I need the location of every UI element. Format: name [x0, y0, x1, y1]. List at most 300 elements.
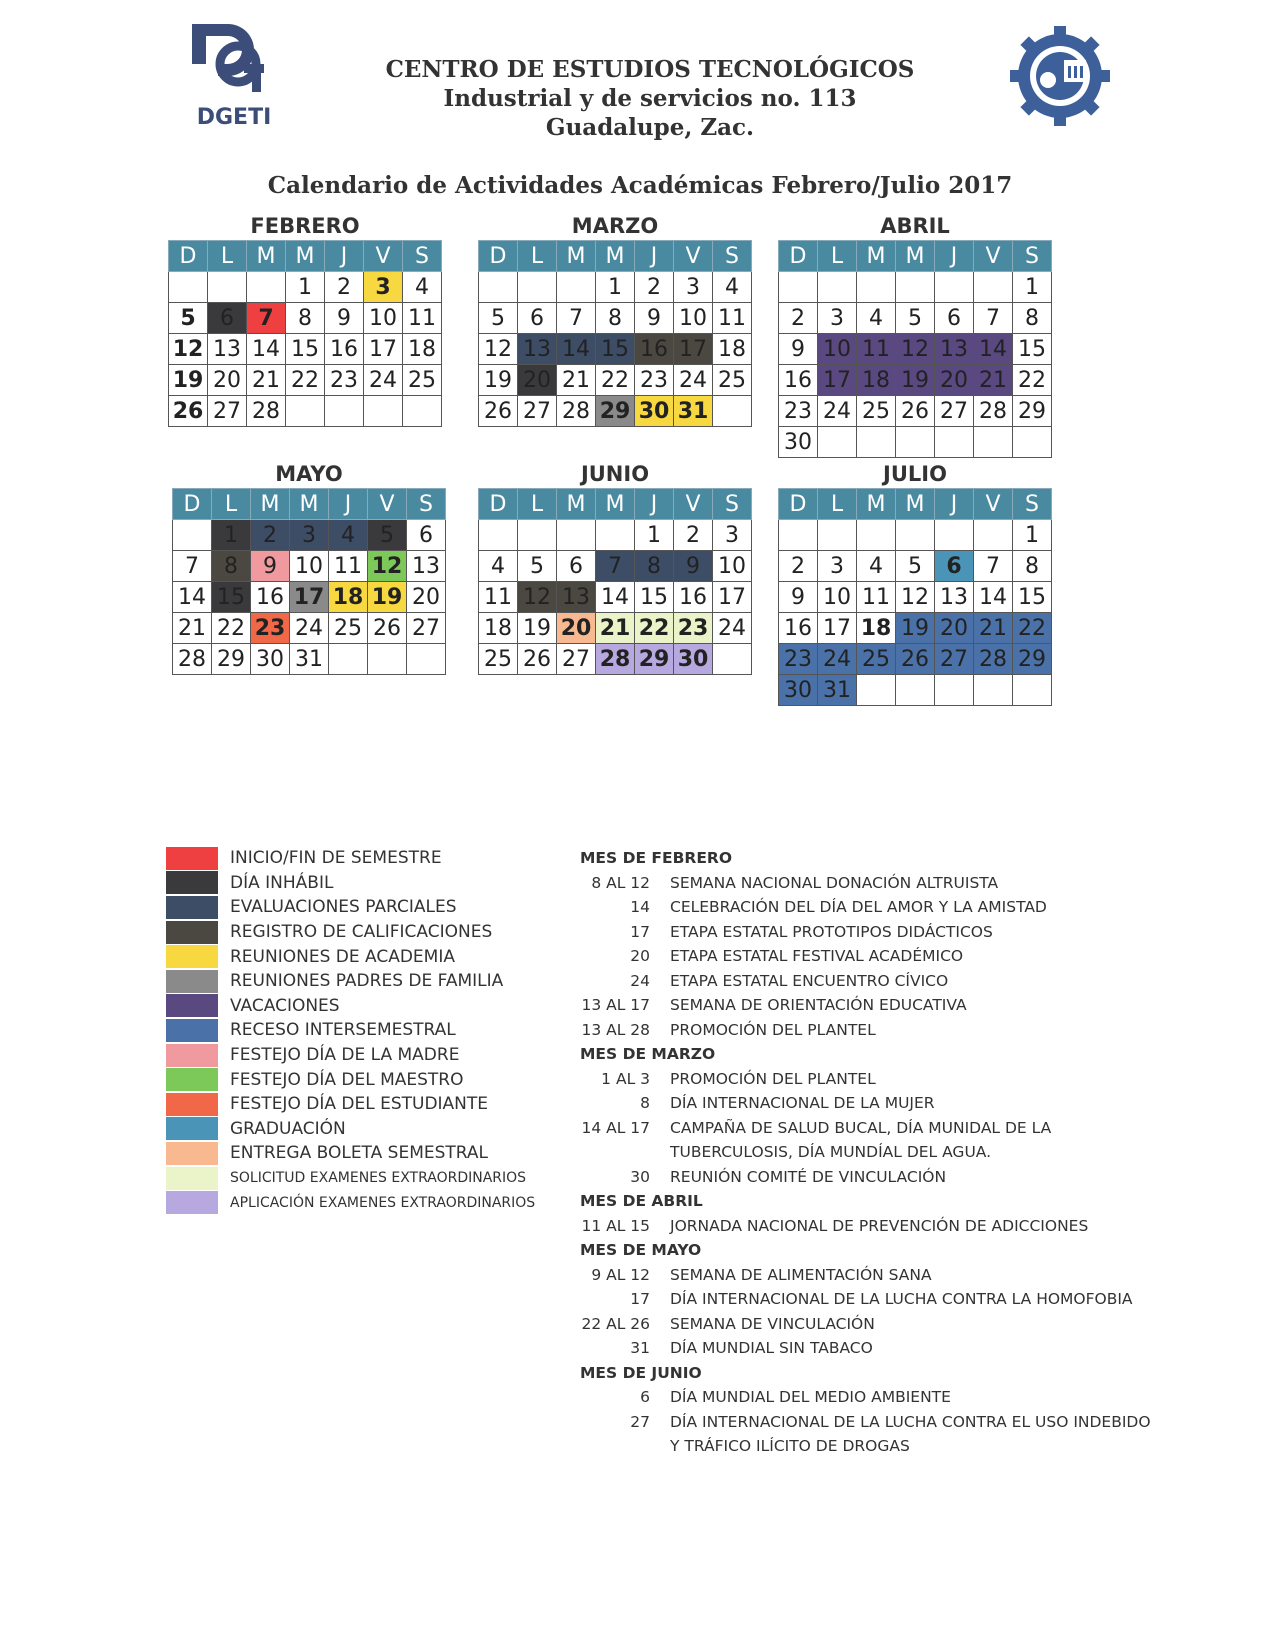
day-cell: 14 — [974, 582, 1013, 613]
event-description: PROMOCIÓN DEL PLANTEL — [670, 1020, 876, 1039]
day-cell: 23 — [779, 396, 818, 427]
day-cell: 30 — [674, 644, 713, 675]
legend-item — [166, 1117, 535, 1142]
day-cell: 14 — [974, 334, 1013, 365]
day-cell: 6 — [208, 303, 247, 334]
legend-item — [166, 1190, 535, 1215]
legend-item — [166, 871, 535, 896]
day-cell — [479, 272, 518, 303]
day-cell: 31 — [818, 675, 857, 706]
day-cell: 24 — [674, 365, 713, 396]
day-cell: 14 — [173, 582, 212, 613]
school-name: CENTRO DE ESTUDIOS TECNOLÓGICOS — [385, 56, 915, 83]
day-cell: 20 — [557, 613, 596, 644]
day-cell — [935, 272, 974, 303]
dgeti-logo — [190, 20, 280, 130]
day-cell: 16 — [779, 613, 818, 644]
day-cell — [557, 272, 596, 303]
month-junio — [478, 460, 752, 675]
week-row — [479, 272, 752, 303]
day-cell: 26 — [896, 396, 935, 427]
week-row — [479, 520, 752, 551]
event-date: 1 AL 3 — [601, 1069, 650, 1088]
month-grid — [478, 488, 752, 675]
day-cell: 30 — [779, 427, 818, 458]
day-cell: 9 — [251, 551, 290, 582]
day-cell: 11 — [857, 582, 896, 613]
day-cell: 11 — [329, 551, 368, 582]
day-cell: 21 — [596, 613, 635, 644]
weekday-header: L — [208, 241, 247, 272]
day-cell: 14 — [596, 582, 635, 613]
day-cell: 6 — [407, 520, 446, 551]
event-date: 13 AL 17 — [581, 996, 650, 1014]
week-row — [169, 334, 442, 365]
legend-label: GRADUACIÓN — [230, 1118, 346, 1139]
day-cell — [818, 272, 857, 303]
day-cell — [896, 427, 935, 458]
day-cell: 13 — [935, 334, 974, 365]
day-cell: 3 — [713, 520, 752, 551]
week-row — [479, 303, 752, 334]
event-month-heading: MES DE ABRIL — [580, 1192, 703, 1210]
event-month-heading: MES DE JUNIO — [580, 1363, 702, 1382]
day-cell: 2 — [325, 272, 364, 303]
day-cell: 9 — [325, 303, 364, 334]
day-cell: 26 — [479, 396, 518, 427]
event-description: ETAPA ESTATAL PROTOTIPOS DIDÁCTICOS — [670, 922, 993, 941]
weekday-header: D — [479, 241, 518, 272]
day-cell: 5 — [479, 303, 518, 334]
event-row — [580, 1385, 1240, 1410]
day-cell: 13 — [208, 334, 247, 365]
legend-swatch — [166, 1117, 218, 1140]
day-cell: 14 — [247, 334, 286, 365]
weekday-header: M — [557, 241, 596, 272]
month-mayo — [172, 460, 446, 675]
day-cell: 5 — [896, 303, 935, 334]
day-cell: 17 — [818, 365, 857, 396]
event-row — [580, 1165, 1240, 1190]
legend-item — [166, 994, 535, 1019]
day-cell: 9 — [635, 303, 674, 334]
month-grid — [172, 488, 446, 675]
day-cell: 18 — [329, 582, 368, 613]
day-cell — [325, 396, 364, 427]
event-date: 14 AL 17 — [581, 1118, 650, 1137]
day-cell: 31 — [290, 644, 329, 675]
event-row — [580, 993, 1240, 1018]
day-cell: 6 — [518, 303, 557, 334]
legend-swatch — [166, 1068, 218, 1091]
day-cell: 15 — [635, 582, 674, 613]
weekday-header: D — [479, 489, 518, 520]
event-row — [580, 871, 1240, 896]
day-cell: 15 — [212, 582, 251, 613]
week-row — [169, 272, 442, 303]
weekday-header: S — [403, 241, 442, 272]
event-row — [580, 920, 1240, 945]
event-date: 27 — [630, 1412, 650, 1431]
weekday-header: L — [818, 241, 857, 272]
day-cell: 19 — [896, 365, 935, 396]
week-row — [779, 334, 1052, 365]
weekday-header: V — [368, 489, 407, 520]
day-cell: 27 — [407, 613, 446, 644]
event-row — [580, 944, 1240, 969]
legend-swatch — [166, 847, 218, 870]
day-cell: 19 — [169, 365, 208, 396]
month-name: FEBRERO — [250, 214, 360, 238]
legend-swatch — [166, 871, 218, 894]
day-cell: 7 — [596, 551, 635, 582]
week-row — [169, 365, 442, 396]
day-cell — [364, 396, 403, 427]
day-cell: 22 — [212, 613, 251, 644]
weekday-header: J — [935, 241, 974, 272]
weekday-header: L — [518, 489, 557, 520]
day-cell — [896, 675, 935, 706]
week-row — [479, 365, 752, 396]
day-cell: 10 — [290, 551, 329, 582]
day-cell — [857, 272, 896, 303]
weekday-header: J — [325, 241, 364, 272]
legend-item — [166, 1141, 535, 1166]
event-description: ETAPA ESTATAL ENCUENTRO CÍVICO — [670, 971, 949, 990]
day-cell — [896, 272, 935, 303]
dgeti-logo-text: DGETI — [196, 105, 272, 130]
day-cell: 7 — [557, 303, 596, 334]
week-row — [779, 582, 1052, 613]
day-cell: 25 — [329, 613, 368, 644]
day-cell — [557, 520, 596, 551]
day-cell: 1 — [1013, 272, 1052, 303]
day-cell: 7 — [974, 303, 1013, 334]
week-row — [173, 644, 446, 675]
legend-swatch — [166, 921, 218, 944]
week-row — [479, 551, 752, 582]
month-grid — [778, 240, 1052, 458]
week-row — [779, 613, 1052, 644]
day-cell: 29 — [1013, 644, 1052, 675]
weekday-header: V — [674, 241, 713, 272]
day-cell: 22 — [635, 613, 674, 644]
event-date: 8 AL 12 — [591, 873, 650, 892]
day-cell: 19 — [518, 613, 557, 644]
event-date: 13 AL 28 — [581, 1020, 650, 1039]
day-cell: 15 — [1013, 582, 1052, 613]
day-cell: 31 — [674, 396, 713, 427]
day-cell: 24 — [364, 365, 403, 396]
day-cell: 21 — [173, 613, 212, 644]
day-cell: 29 — [212, 644, 251, 675]
day-cell: 16 — [251, 582, 290, 613]
day-cell: 9 — [779, 334, 818, 365]
week-row — [173, 613, 446, 644]
event-description: DÍA MUNDIAL SIN TABACO — [670, 1339, 873, 1357]
day-cell: 10 — [713, 551, 752, 582]
legend-swatch — [166, 1167, 218, 1190]
week-row — [779, 272, 1052, 303]
day-cell: 14 — [557, 334, 596, 365]
day-cell: 24 — [290, 613, 329, 644]
day-cell: 29 — [635, 644, 674, 675]
weekday-header: M — [286, 241, 325, 272]
day-cell: 20 — [518, 365, 557, 396]
day-cell — [857, 520, 896, 551]
event-date: 17 — [630, 1290, 650, 1308]
legend-label: VACACIONES — [230, 995, 340, 1016]
event-row — [580, 1018, 1240, 1043]
weekday-header: D — [779, 489, 818, 520]
legend-label: ENTREGA BOLETA SEMESTRAL — [230, 1143, 488, 1164]
legend-label: EVALUACIONES PARCIALES — [230, 897, 457, 918]
event-row — [580, 1312, 1240, 1337]
day-cell — [208, 272, 247, 303]
legend-label: REGISTRO DE CALIFICACIONES — [230, 922, 493, 943]
week-row — [479, 613, 752, 644]
weekday-header: S — [713, 489, 752, 520]
day-cell — [247, 272, 286, 303]
event-description: DÍA MUNDIAL DEL MEDIO AMBIENTE — [670, 1388, 951, 1406]
day-cell: 12 — [518, 582, 557, 613]
weekday-header: J — [635, 489, 674, 520]
week-row — [169, 396, 442, 427]
day-cell — [779, 520, 818, 551]
weekday-header: M — [857, 241, 896, 272]
day-cell: 1 — [286, 272, 325, 303]
day-cell: 1 — [635, 520, 674, 551]
day-cell: 11 — [479, 582, 518, 613]
day-cell: 27 — [557, 644, 596, 675]
event-date: 11 AL 15 — [581, 1216, 650, 1235]
weekday-header: L — [212, 489, 251, 520]
day-cell: 19 — [368, 582, 407, 613]
day-cell: 15 — [286, 334, 325, 365]
legend-label: REUNIONES PADRES DE FAMILIA — [230, 971, 504, 992]
weekday-header: L — [518, 241, 557, 272]
day-cell — [974, 427, 1013, 458]
event-month-heading: MES DE MAYO — [580, 1241, 702, 1259]
event-date: 30 — [630, 1167, 650, 1186]
legend-swatch — [166, 1093, 218, 1116]
event-row — [580, 1214, 1240, 1239]
legend-label: FESTEJO DÍA DE LA MADRE — [230, 1045, 460, 1066]
event-description: SEMANA DE VINCULACIÓN — [670, 1314, 875, 1333]
day-cell: 24 — [818, 644, 857, 675]
legend-label: INICIO/FIN DE SEMESTRE — [230, 848, 442, 869]
day-cell — [329, 644, 368, 675]
day-cell: 17 — [364, 334, 403, 365]
weekday-header: V — [974, 241, 1013, 272]
day-cell: 10 — [818, 582, 857, 613]
weekday-header: D — [779, 241, 818, 272]
weekday-header: M — [896, 489, 935, 520]
day-cell: 28 — [557, 396, 596, 427]
day-cell: 17 — [674, 334, 713, 365]
event-description: DÍA INTERNACIONAL DE LA LUCHA CONTRA EL USO INDEBIDO — [670, 1412, 1151, 1431]
day-cell: 20 — [407, 582, 446, 613]
day-cell: 5 — [518, 551, 557, 582]
day-cell — [857, 675, 896, 706]
day-cell: 12 — [368, 551, 407, 582]
day-cell: 21 — [247, 365, 286, 396]
week-row — [779, 675, 1052, 706]
day-cell: 28 — [974, 396, 1013, 427]
day-cell: 27 — [518, 396, 557, 427]
day-cell: 23 — [325, 365, 364, 396]
day-cell — [713, 396, 752, 427]
month-name: MARZO — [571, 214, 659, 238]
day-cell: 7 — [974, 551, 1013, 582]
weekday-header: M — [290, 489, 329, 520]
event-date: 9 AL 12 — [591, 1265, 650, 1284]
day-cell — [403, 396, 442, 427]
day-cell: 2 — [635, 272, 674, 303]
week-row — [779, 365, 1052, 396]
weekday-header: M — [247, 241, 286, 272]
day-cell: 6 — [935, 551, 974, 582]
day-cell: 7 — [247, 303, 286, 334]
week-row — [479, 582, 752, 613]
day-cell — [169, 272, 208, 303]
day-cell: 30 — [635, 396, 674, 427]
legend-item — [166, 1092, 535, 1117]
day-cell: 23 — [674, 613, 713, 644]
legend-swatch — [166, 1191, 218, 1214]
day-cell: 4 — [857, 303, 896, 334]
weekday-header: J — [935, 489, 974, 520]
day-cell: 19 — [896, 613, 935, 644]
event-date: 20 — [630, 947, 650, 965]
day-cell: 22 — [1013, 365, 1052, 396]
week-row — [779, 303, 1052, 334]
day-cell: 2 — [779, 551, 818, 582]
event-month-heading: MES DE MARZO — [580, 1045, 716, 1063]
day-cell: 10 — [364, 303, 403, 334]
day-cell — [1013, 675, 1052, 706]
day-cell: 16 — [635, 334, 674, 365]
day-cell: 3 — [818, 551, 857, 582]
day-cell: 25 — [479, 644, 518, 675]
weekday-header: M — [251, 489, 290, 520]
day-cell — [713, 644, 752, 675]
week-row — [169, 303, 442, 334]
legend-item — [166, 1018, 535, 1043]
day-cell — [173, 520, 212, 551]
month-marzo — [478, 212, 752, 427]
day-cell: 13 — [557, 582, 596, 613]
day-cell: 22 — [596, 365, 635, 396]
weekday-header: J — [635, 241, 674, 272]
day-cell: 24 — [818, 396, 857, 427]
weekday-header: D — [169, 241, 208, 272]
day-cell: 15 — [1013, 334, 1052, 365]
event-row — [580, 1410, 1240, 1435]
month-grid — [168, 240, 442, 427]
day-cell: 17 — [290, 582, 329, 613]
day-cell — [596, 520, 635, 551]
day-cell: 9 — [674, 551, 713, 582]
legend-label: FESTEJO DÍA DEL MAESTRO — [230, 1069, 464, 1090]
day-cell — [896, 520, 935, 551]
week-row — [779, 644, 1052, 675]
day-cell: 13 — [407, 551, 446, 582]
day-cell: 29 — [1013, 396, 1052, 427]
legend-swatch — [166, 945, 218, 968]
school-subtitle: Industrial y de servicios no. 113 — [443, 85, 857, 112]
event-date: 8 — [640, 1094, 650, 1112]
day-cell: 27 — [208, 396, 247, 427]
month-abril — [778, 212, 1052, 458]
day-cell: 28 — [974, 644, 1013, 675]
legend-swatch — [166, 1019, 218, 1042]
legend-item — [166, 1067, 535, 1092]
event-description: ETAPA ESTATAL FESTIVAL ACADÉMICO — [670, 947, 964, 965]
event-description: SEMANA NACIONAL DONACIÓN ALTRUISTA — [670, 873, 999, 892]
legend-swatch — [166, 896, 218, 919]
day-cell: 8 — [212, 551, 251, 582]
week-row — [479, 396, 752, 427]
event-description: CELEBRACIÓN DEL DÍA DEL AMOR Y LA AMISTAD — [670, 898, 1047, 916]
day-cell: 4 — [857, 551, 896, 582]
day-cell — [818, 427, 857, 458]
day-cell: 22 — [1013, 613, 1052, 644]
event-row — [580, 1116, 1240, 1141]
day-cell — [974, 675, 1013, 706]
day-cell: 3 — [818, 303, 857, 334]
day-cell: 12 — [896, 582, 935, 613]
day-cell: 8 — [286, 303, 325, 334]
weekday-header: S — [1013, 489, 1052, 520]
week-row — [779, 427, 1052, 458]
day-cell: 20 — [935, 365, 974, 396]
day-cell: 21 — [557, 365, 596, 396]
event-text-continuation: TUBERCULOSIS, DÍA MUNDÍAL DEL AGUA. — [670, 1143, 992, 1161]
legend-swatch — [166, 1142, 218, 1165]
day-cell: 22 — [286, 365, 325, 396]
day-cell: 30 — [251, 644, 290, 675]
day-cell: 1 — [1013, 520, 1052, 551]
day-cell: 5 — [896, 551, 935, 582]
weekday-header: S — [407, 489, 446, 520]
weekday-header: M — [557, 489, 596, 520]
legend-item — [166, 1043, 535, 1068]
legend-label: FESTEJO DÍA DEL ESTUDIANTE — [230, 1094, 489, 1115]
event-date: 24 — [630, 971, 650, 990]
legend-swatch — [166, 994, 218, 1017]
day-cell: 25 — [713, 365, 752, 396]
day-cell: 9 — [779, 582, 818, 613]
day-cell — [479, 520, 518, 551]
weekday-header: M — [596, 489, 635, 520]
legend-item — [166, 969, 535, 994]
day-cell: 10 — [674, 303, 713, 334]
event-month-heading: MES DE FEBRERO — [580, 849, 733, 867]
day-cell: 20 — [208, 365, 247, 396]
day-cell: 12 — [896, 334, 935, 365]
weekday-header: V — [974, 489, 1013, 520]
week-row — [479, 644, 752, 675]
day-cell: 4 — [479, 551, 518, 582]
day-cell: 11 — [403, 303, 442, 334]
event-row — [580, 1067, 1240, 1092]
legend-label: SOLICITUD EXAMENES EXTRAORDINARIOS — [230, 1170, 527, 1187]
event-row — [580, 1263, 1240, 1288]
month-febrero — [168, 212, 442, 427]
day-cell: 5 — [169, 303, 208, 334]
day-cell: 8 — [635, 551, 674, 582]
